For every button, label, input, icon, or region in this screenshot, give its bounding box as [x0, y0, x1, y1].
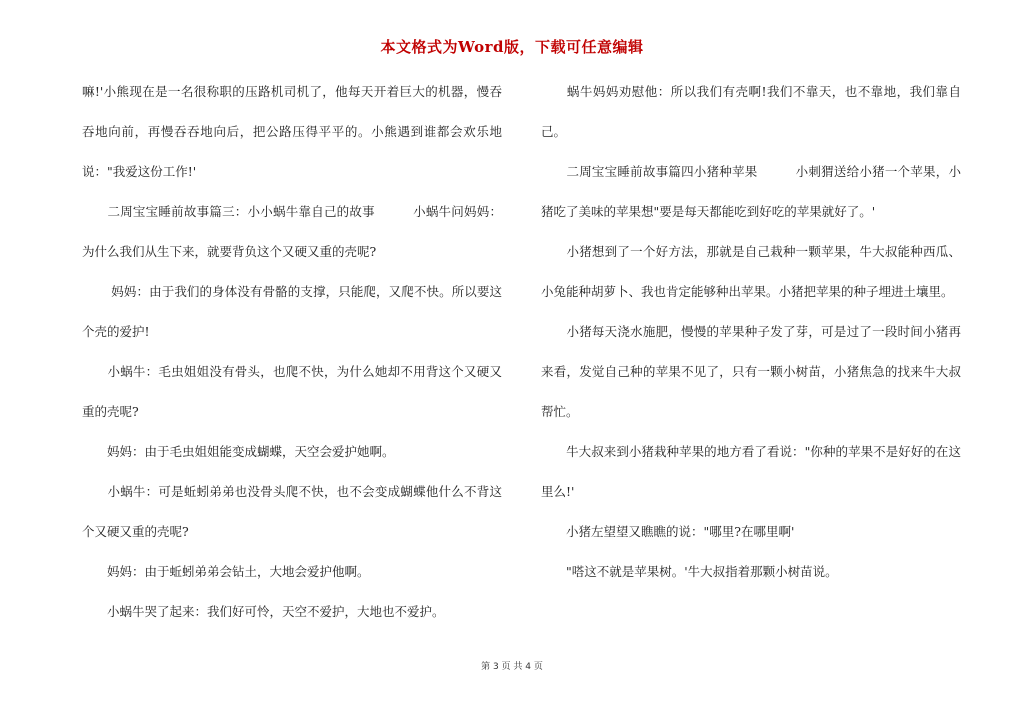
paragraph: 妈妈：由于我们的身体没有骨骼的支撑，只能爬，又爬不快。所以要这个壳的爱护!	[82, 284, 502, 339]
paragraph: 二周宝宝睡前故事篇四小猪种苹果 小刺猬送给小猪一个苹果，小猪吃了美味的苹果想"要是每天都能吃到好吃的苹果就好了。'	[541, 164, 961, 219]
paragraph: 嘛!'小熊现在是一名很称职的压路机司机了，他每天开着巨大的机器，慢吞吞地向前，再慢吞吞地向后，把公路压得平平的。小熊遇到谁都会欢乐地说："我爱这份工作!'	[82, 84, 502, 179]
paragraph: 妈妈：由于毛虫姐姐能变成蝴蝶，天空会爱护她啊。	[82, 444, 395, 459]
paragraph: 小蜗牛哭了起来：我们好可怜，天空不爱护，大地也不爱护。	[82, 604, 445, 619]
paragraph: 蜗牛妈妈劝慰他：所以我们有壳啊!我们不靠天，也不靠地，我们靠自己。	[541, 84, 961, 139]
page-number-footer: 第 3 页 共 4 页	[481, 662, 543, 672]
paragraph: 二周宝宝睡前故事篇三：小小蜗牛靠自己的故事 小蜗牛问妈妈：为什么我们从生下来，就要背负这个又硬又重的壳呢?	[82, 204, 502, 259]
paragraph: 小蜗牛：毛虫姐姐没有骨头，也爬不快，为什么她却不用背这个又硬又重的壳呢?	[82, 364, 502, 419]
paragraph: 小蜗牛：可是蚯蚓弟弟也没骨头爬不快，也不会变成蝴蝶他什么不背这个又硬又重的壳呢?	[82, 484, 502, 539]
paragraph: "嗒这不就是苹果树。'牛大叔指着那颗小树苗说。	[541, 564, 838, 579]
paragraph: 妈妈：由于蚯蚓弟弟会钻土，大地会爱护他啊。	[82, 564, 370, 579]
right-column	[541, 72, 961, 592]
paragraph: 小猪每天浇水施肥，慢慢的苹果种子发了芽，可是过了一段时间小猪再来看，发觉自己种的苹果不见了，只有一颗小树苗，小猪焦急的找来牛大叔帮忙。	[541, 324, 961, 419]
paragraph: 小猪想到了一个好方法，那就是自己栽种一颗苹果，牛大叔能种西瓜、小兔能种胡萝卜、我也肯定能够种出苹果。小猪把苹果的种子埋进土壤里。	[541, 244, 961, 299]
paragraph: 小猪左望望又瞧瞧的说："哪里?在哪里啊'	[541, 524, 795, 539]
left-column	[82, 72, 502, 632]
page-banner: 本文格式为Word版，下载可任意编辑	[380, 38, 644, 56]
paragraph: 牛大叔来到小猪栽种苹果的地方看了看说："你种的苹果不是好好的在这里么!'	[541, 444, 961, 499]
